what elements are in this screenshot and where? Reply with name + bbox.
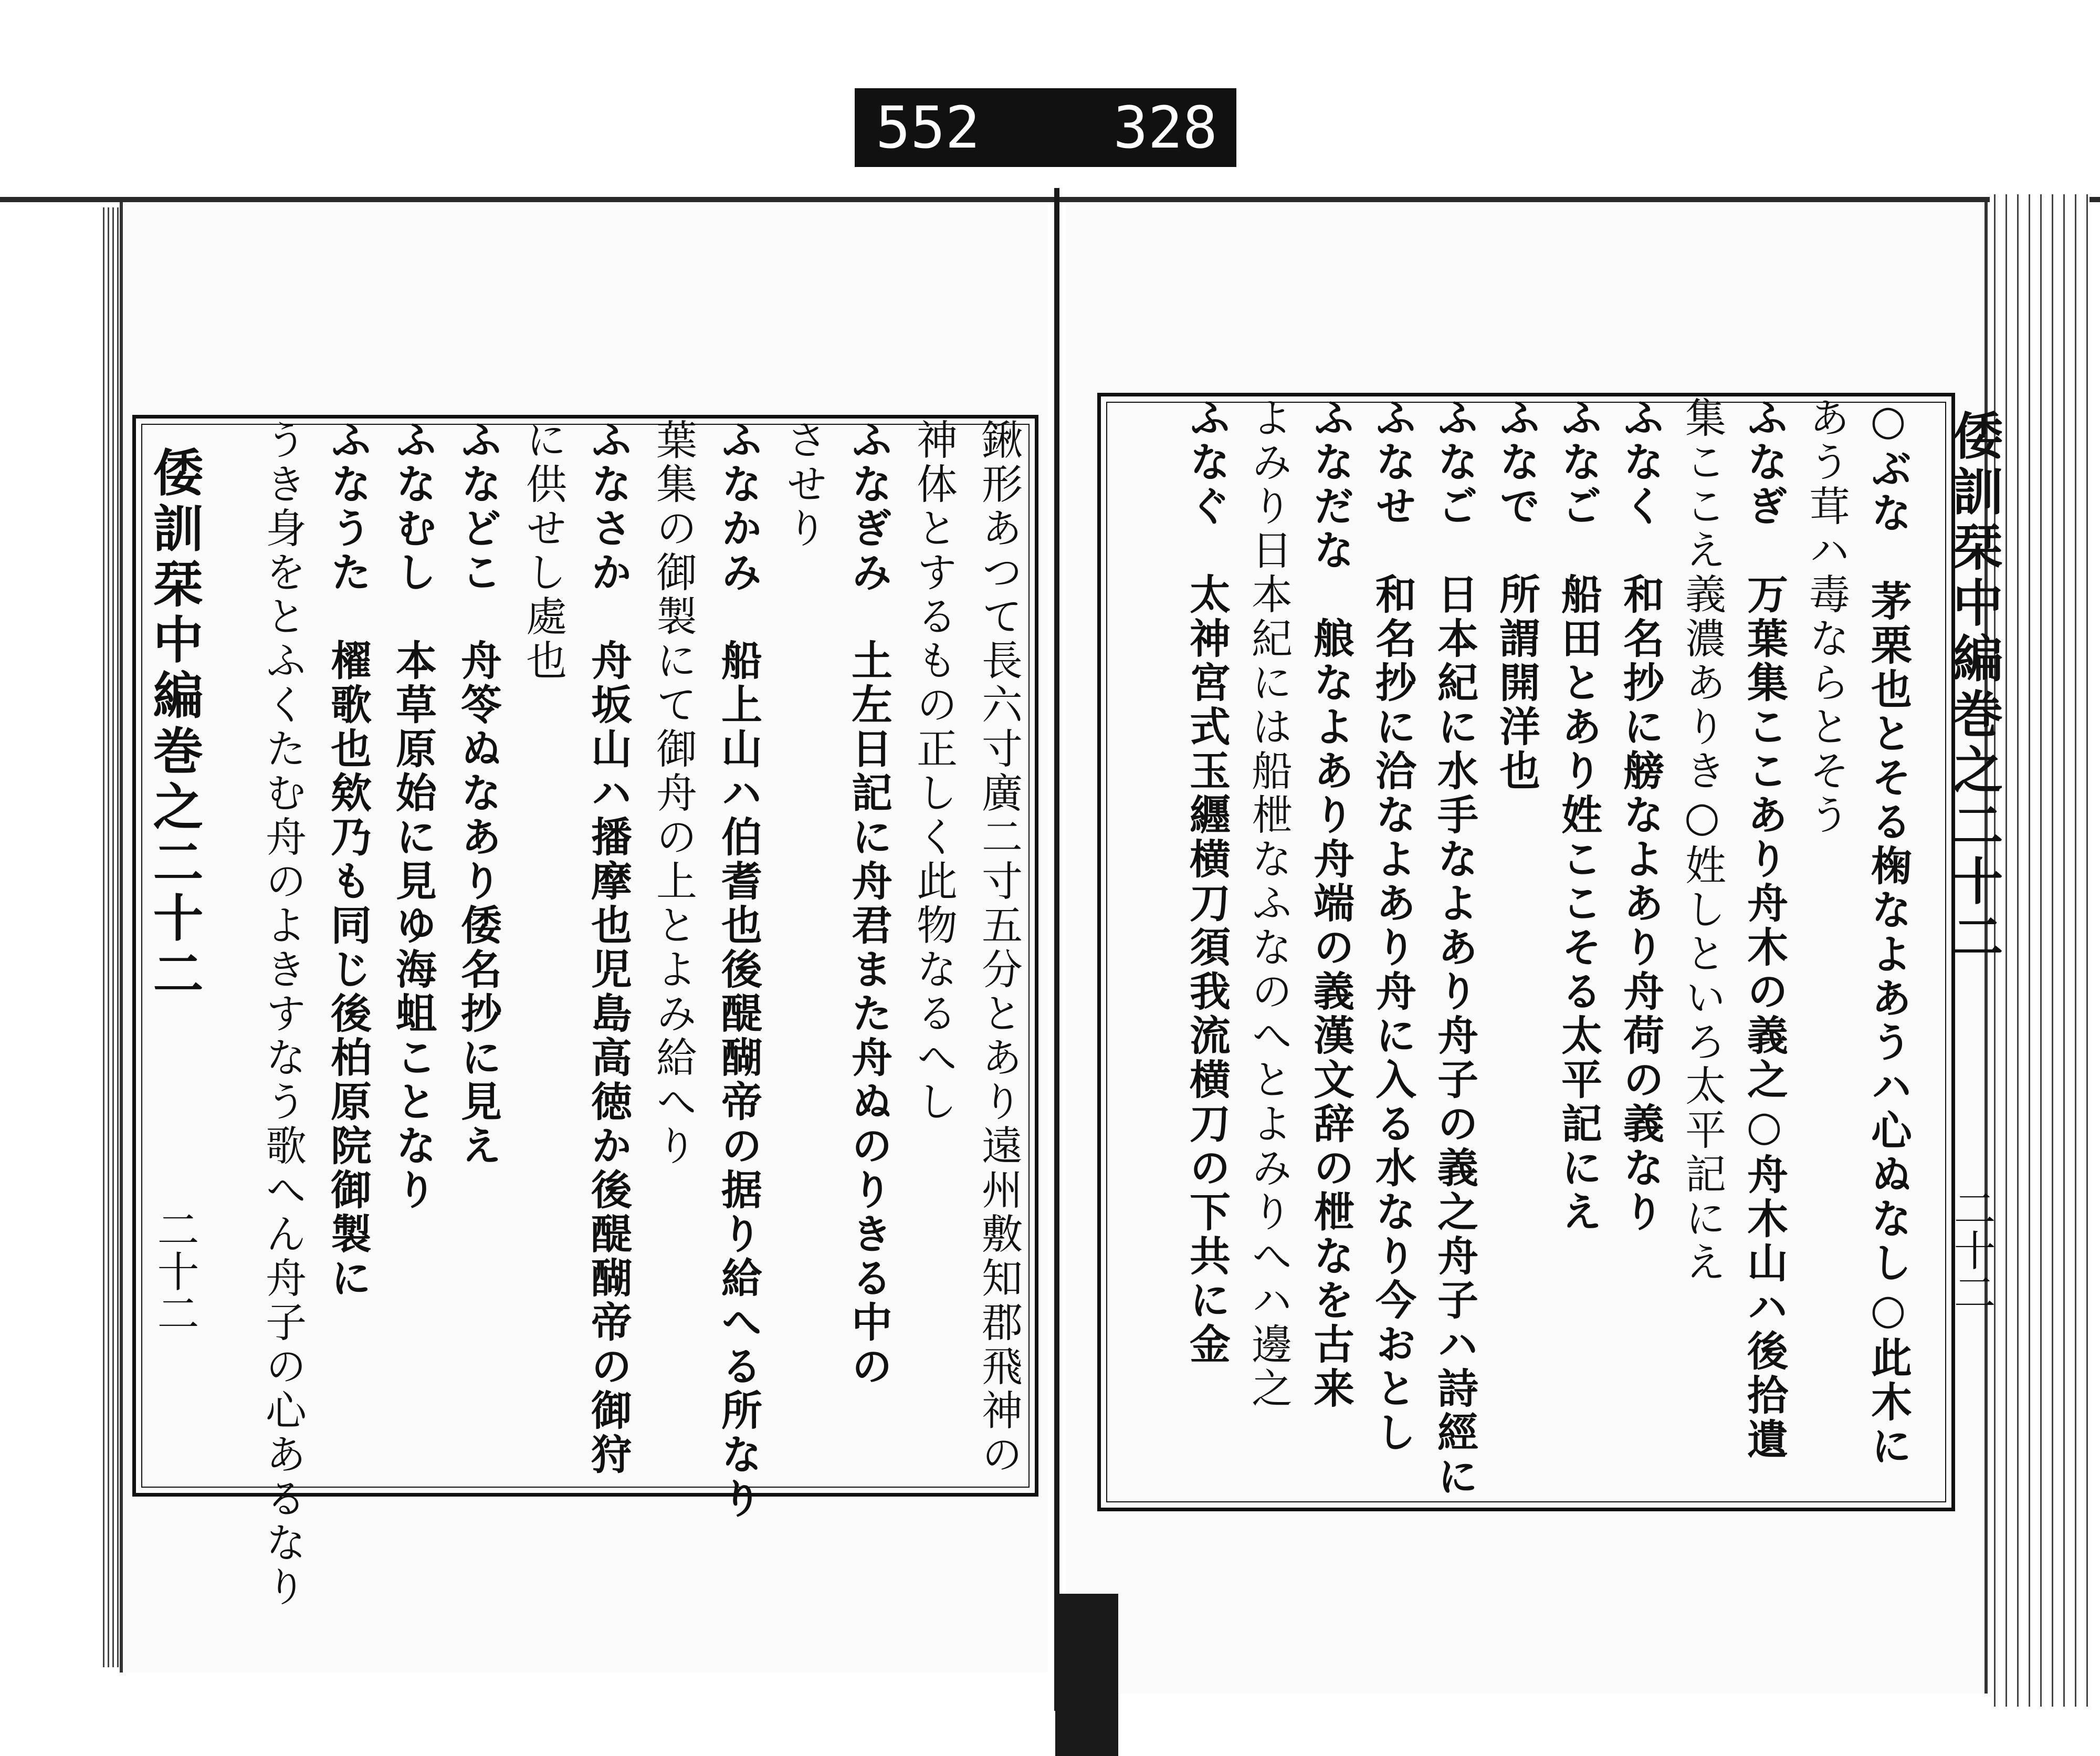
text-column: 神体とするもの正しく此物なるへし	[910, 419, 957, 1124]
text-column: ○ぶな 茅栗也とそる椈なよあうハ心ぬなし○此木に	[1864, 396, 1912, 1469]
right-spine-title: 倭訓栞中編巻之二十二	[1945, 410, 2004, 966]
text-column: ふなうた 櫂歌也欸乃も同じ後柏原院御製に	[324, 419, 372, 1301]
gutter-clip	[1055, 1594, 1118, 1756]
text-column: あう茸ハ毒ならとそう	[1802, 396, 1850, 838]
text-column: 鍬形あつて長六寸廣二寸五分とあり遠州敷知郡飛神の	[975, 419, 1022, 1477]
text-column: 集ここえ義濃ありき○姓しといろ太平記にえ	[1678, 396, 1726, 1285]
catalog-number-right: 328	[1113, 94, 1217, 161]
catalog-number-label	[855, 88, 1236, 167]
right-page-number: 二十二	[1947, 1187, 1996, 1313]
text-column: うき身をとふくたむ舟のよきすなう歌へん舟子の心あるなり	[259, 419, 306, 1609]
text-column: ふなご 日本紀に水手なよあり舟子の義之舟子ハ詩經に	[1431, 396, 1478, 1499]
text-column: ふなく 和名抄に艕なよあり舟荷の義なり	[1616, 396, 1664, 1235]
text-column: ふなかみ 船上山ハ伯耆也後醍醐帝の据り給へる所なり	[715, 419, 762, 1521]
text-column: ふなぎ 万葉集ここあり舟木の義之○舟木山ハ後拾遺	[1740, 396, 1788, 1462]
text-column: ふなせ 和名抄に洽なよあり舟に入る水なり今おとし	[1369, 396, 1416, 1455]
text-column: ふなで 所謂開洋也	[1493, 396, 1540, 793]
text-column: に供せし處也	[519, 419, 566, 683]
text-column: ふなさか 舟坂山ハ播摩也児島高徳か後醍醐帝の御狩	[584, 419, 632, 1477]
text-column: ふなご 船田とあり姓ここそる太平記にえ	[1555, 396, 1602, 1235]
left-page-stack	[100, 207, 121, 1667]
book-top-edge	[0, 197, 2100, 202]
left-text-frame	[132, 415, 1038, 1609]
left-spine-title: 倭訓栞中編巻之二十二	[145, 446, 204, 1003]
text-column: 葉集の御製にて御舟の上とよみ給へり	[649, 419, 697, 1168]
left-page-number: 二十二	[150, 1208, 199, 1334]
right-text-frame	[1097, 393, 1955, 1511]
text-column: させり	[780, 419, 827, 551]
text-column: ふなむし 本草原始に見ゆ海蛆ことなり	[389, 419, 437, 1213]
catalog-number-left: 552	[876, 94, 980, 161]
text-column: ふなぐ 太神宮式玉纒横刀須我流横刀の下共に金	[1183, 396, 1231, 1367]
text-column: よみり日本紀には船枻なふなのへとよみりへハ邊之	[1245, 396, 1292, 1411]
text-column: ふなどこ 舟笭ぬなあり倭名抄に見え	[454, 419, 502, 1168]
book-gutter	[1054, 188, 1059, 1711]
text-column: ふなだな 艆なよあり舟端の義漢文辞の枻なを古来	[1307, 396, 1354, 1411]
text-column: ふなぎみ 土左日記に舟君また舟ぬのりきる中の	[845, 419, 892, 1389]
